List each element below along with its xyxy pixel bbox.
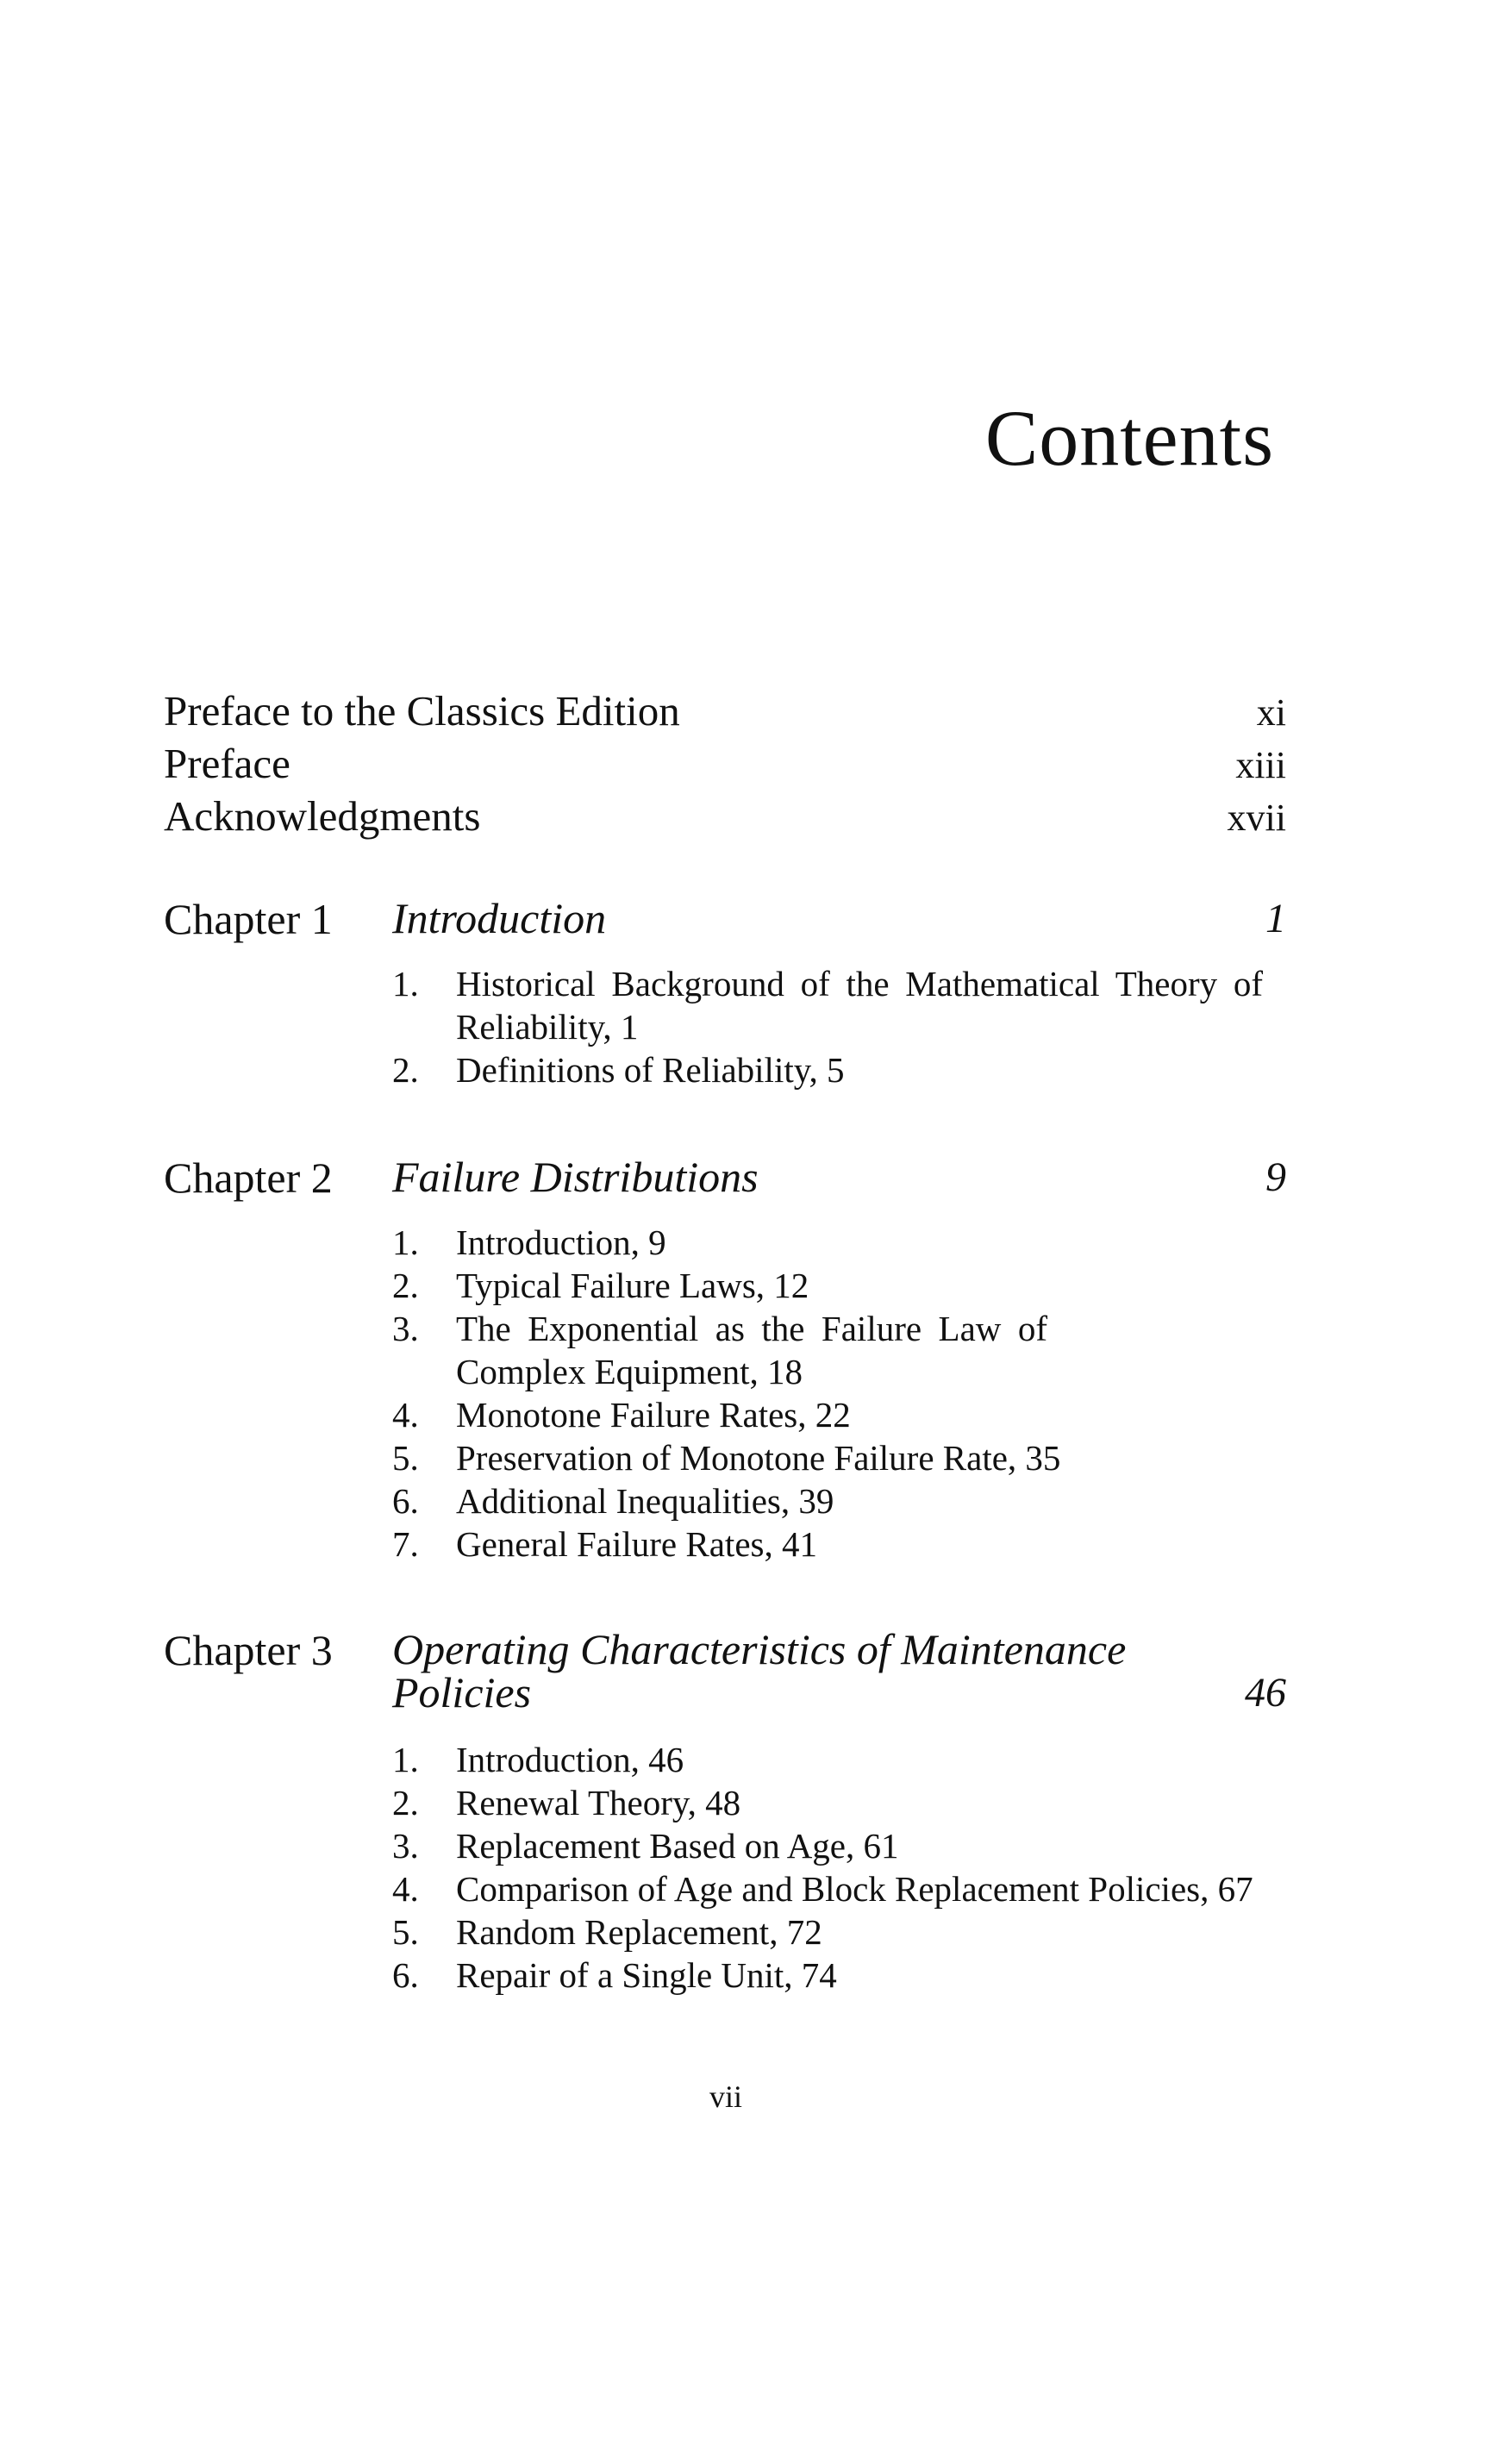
chapter-label: Chapter 3 (164, 1626, 333, 1674)
section-list (392, 1221, 1263, 1566)
section-text: Preservation of Monotone Failure Rate, 35 (456, 1438, 1061, 1478)
section-text: Random Replacement, 72 (456, 1912, 822, 1952)
toc-entry-label: Preface (164, 740, 291, 787)
section-number: 4. (392, 1869, 419, 1909)
section-number: 1. (392, 1222, 419, 1262)
toc-entry-label: Acknowledgments (164, 792, 481, 840)
toc-entry-label: Preface to the Classics Edition (164, 687, 680, 735)
section-item (392, 1393, 1263, 1436)
section-item (392, 962, 1263, 1048)
section-text: Monotone Failure Rates, 22 (456, 1395, 851, 1435)
section-number: 1. (392, 1740, 419, 1779)
toc-entry-preface-classics (164, 685, 1286, 737)
toc-entry-page: xvii (1227, 797, 1286, 839)
section-number: 6. (392, 1481, 419, 1521)
section-text: Additional Inequalities, 39 (456, 1481, 834, 1521)
section-item (392, 1264, 1263, 1307)
section-item (392, 1048, 1263, 1091)
section-item (392, 1479, 1263, 1522)
chapter-label: Chapter 2 (164, 1153, 333, 1202)
toc-entry-page: xiii (1235, 744, 1286, 786)
section-text: Replacement Based on Age, 61 (456, 1826, 899, 1866)
section-text: Introduction, 9 (456, 1222, 666, 1262)
section-text: Comparison of Age and Block Replacement Policies, 67 (456, 1869, 1253, 1909)
section-number: 2. (392, 1266, 419, 1305)
section-number: 3. (392, 1826, 419, 1866)
section-number: 7. (392, 1524, 419, 1564)
section-text: Introduction, 46 (456, 1740, 684, 1779)
section-item (392, 1738, 1263, 1781)
section-text: Historical Background of the Mathematical Theory of Reliability, 1 (456, 964, 1263, 1047)
section-text: Repair of a Single Unit, 74 (456, 1955, 837, 1995)
chapter-page: 9 (1265, 1154, 1286, 1200)
section-item (392, 1867, 1263, 1910)
chapter-page: 1 (1265, 896, 1286, 941)
section-list (392, 962, 1263, 1091)
chapter-page: 46 (1245, 1670, 1286, 1716)
section-item (392, 1436, 1263, 1479)
section-number: 2. (392, 1783, 419, 1822)
section-number: 2. (392, 1050, 419, 1090)
chapter-title: Failure Distributions (392, 1153, 759, 1201)
chapter-title: Introduction (392, 894, 607, 942)
section-item (392, 1954, 1263, 1997)
section-text: Typical Failure Laws, 12 (456, 1266, 809, 1305)
page-number: vii (709, 2079, 742, 2114)
toc-entry-acknowledgments (164, 790, 1286, 842)
toc-entry-preface (164, 737, 1286, 790)
section-text: Renewal Theory, 48 (456, 1783, 741, 1822)
section-number: 1. (392, 964, 419, 1003)
section-item (392, 1781, 1263, 1824)
section-number: 4. (392, 1395, 419, 1435)
section-list (392, 1738, 1263, 1997)
section-item (392, 1221, 1263, 1264)
toc-entry-page: xi (1256, 691, 1286, 734)
section-text: General Failure Rates, 41 (456, 1524, 817, 1564)
section-item (392, 1824, 1263, 1867)
section-number: 3. (392, 1309, 419, 1348)
section-number: 5. (392, 1912, 419, 1952)
section-text: The Exponential as the Failure Law of Complex Equipment, 18 (456, 1309, 1047, 1391)
section-text: Definitions of Reliability, 5 (456, 1050, 845, 1090)
section-number: 6. (392, 1955, 419, 1995)
chapter-title: Operating Characteristics of Maintenance Policies (392, 1625, 1127, 1716)
section-number: 5. (392, 1438, 419, 1478)
page-title: Contents (984, 394, 1274, 482)
chapter-label: Chapter 1 (164, 895, 333, 943)
section-item (392, 1910, 1263, 1954)
section-item (392, 1307, 1263, 1393)
section-item (392, 1522, 1263, 1566)
front-matter-list (164, 685, 1286, 842)
